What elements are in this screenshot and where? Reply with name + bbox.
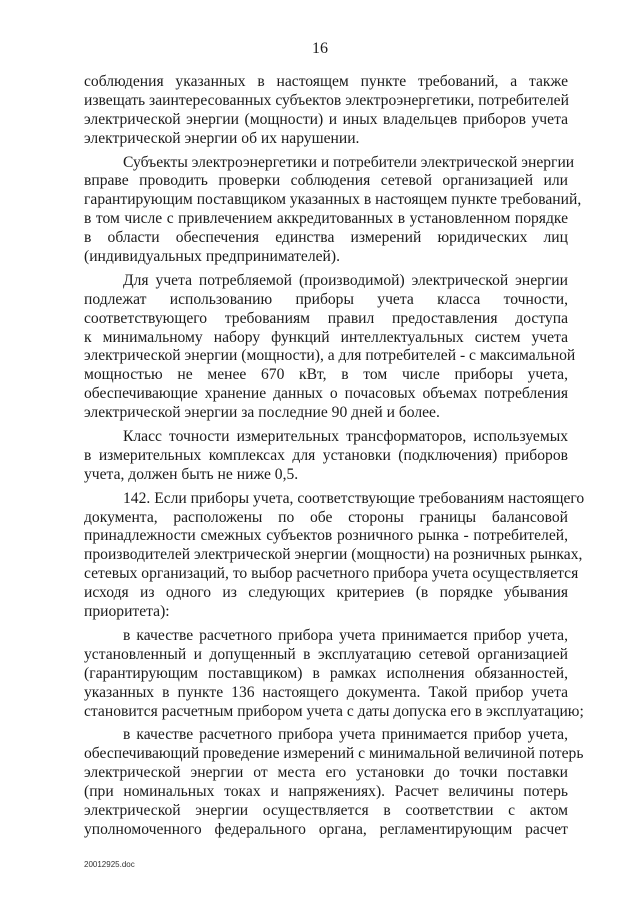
text-line: Для учета потребляемой (производимой) электрической энергии	[123, 271, 568, 289]
text-line: гарантирующим поставщиком указанных в настоящем пункте требований,	[84, 191, 582, 209]
text-line: приоритета):	[84, 603, 170, 621]
text-line: подлежат использованию приборы учета класса точности,	[84, 290, 568, 308]
text-line: производителей электрической энергии (мощности) на розничных рынках,	[84, 546, 583, 564]
text-line: документа, расположены по обе стороны границы балансовой	[84, 508, 568, 526]
text-line: вправе проводить проверки соблюдения сетевой организацией или	[84, 172, 568, 190]
text-line: соответствующего требованиям правил предоставления доступа	[84, 309, 568, 327]
text-line: в качестве расчетного прибора учета принимается прибор учета,	[123, 726, 568, 744]
text-line: становится расчетным прибором учета с даты допуска его в эксплуатацию;	[84, 702, 584, 720]
text-line: принадлежности смежных субъектов розничного рынка - потребителей,	[84, 527, 568, 545]
text-line: соблюдения указанных в настоящем пункте требований, а также	[84, 73, 568, 90]
text-line: электрической энергии осуществляется в соответствии с актом	[84, 801, 568, 819]
text-line: уполномоченного федерального органа, регламентирующим расчет	[84, 820, 568, 838]
text-line: в области обеспечения единства измерений юридических лиц	[84, 229, 568, 247]
text-line: сетевых организаций, то выбор расчетного прибора учета осуществляется	[84, 565, 579, 583]
text-line: Класс точности измерительных трансформаторов, используемых	[123, 428, 568, 446]
text-line: установленный и допущенный в эксплуатацию сетевой организацией	[84, 645, 568, 663]
text-line: (индивидуальных предпринимателей).	[84, 248, 340, 266]
page-number: 16	[312, 40, 328, 57]
text-line: электрической энергии от места его установки до точки поставки	[84, 764, 568, 782]
text-line: Субъекты электроэнергетики и потребители электрической энергии	[123, 153, 575, 171]
text-line: учета, должен быть не ниже 0,5.	[84, 465, 299, 483]
text-line: электрической энергии (мощности), а для потребителей - с максимальной	[84, 347, 576, 365]
text-line: указанных в пункте 136 настоящего документа. Такой прибор учета	[84, 683, 568, 701]
text-line: мощностью не менее 670 кВт, в том числе приборы учета,	[84, 366, 568, 384]
text-line: электрической энергии об их нарушении.	[84, 129, 360, 147]
text-line: в том числе с привлечением аккредитованных в установленном порядке	[84, 210, 568, 228]
text-line: обеспечивающие хранение данных о почасовых объемах потребления	[84, 385, 568, 403]
text-line: в качестве расчетного прибора учета принимается прибор учета,	[123, 626, 568, 644]
footer-filename: 20012925.doc	[84, 860, 135, 869]
document-body	[84, 73, 585, 840]
text-line: электрической энергии за последние 90 дней и более.	[84, 404, 440, 422]
text-line: 142. Если приборы учета, соответствующие требованиям настоящего	[123, 489, 585, 507]
text-line: исходя из одного из следующих критериев (в порядке убывания	[84, 584, 568, 602]
text-line: извещать заинтересованных субъектов электроэнергетики, потребителей	[84, 91, 569, 109]
text-line: (при номинальных токах и напряжениях). Расчет величины потерь	[84, 783, 568, 801]
text-line: в измерительных комплексах для установки (подключения) приборов	[84, 446, 568, 464]
text-line: электрической энергии (мощности) и иных владельцев приборов учета	[84, 110, 568, 128]
text-line: обеспечивающий проведение измерений с минимальной величиной потерь	[84, 745, 584, 763]
text-line: к минимальному набору функций интеллектуальных систем учета	[84, 328, 568, 346]
text-line: (гарантирующим поставщиком) в рамках исполнения обязанностей,	[84, 664, 568, 682]
